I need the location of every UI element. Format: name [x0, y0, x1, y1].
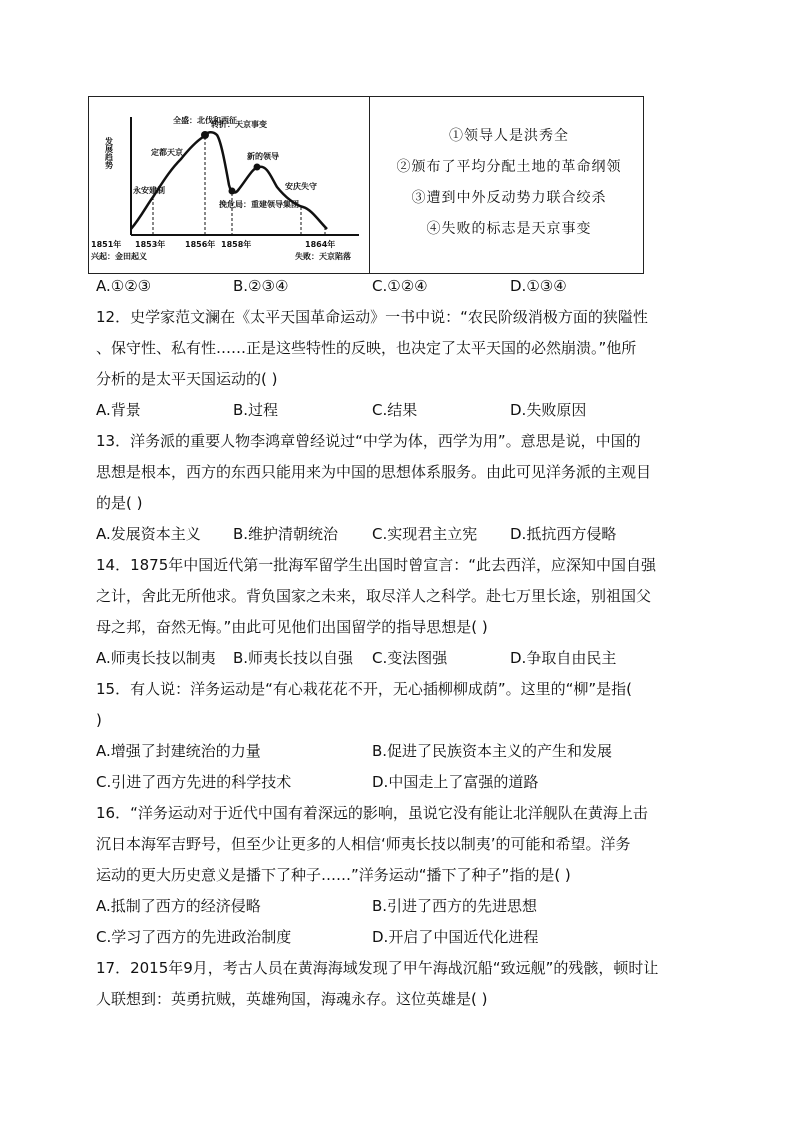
q11-option-a[interactable]: A.①②③ [96, 277, 152, 295]
question-figure [88, 96, 644, 274]
q13-line-2: 思想是根本，西方的东西只能用来为中国的思想体系服务。由此可见洋务派的主观目 [96, 463, 652, 481]
statement-4: ④失败的标志是天京事变 [426, 221, 592, 237]
quansheng-label: 全盛：北伐和西征 [173, 116, 237, 125]
q15-line-1: 15．有人说：洋务运动是“有心栽花花不开，无心插柳柳成荫”。这里的“柳”是指( [96, 680, 633, 698]
xinmiao-label: 新的领导 [247, 152, 279, 161]
q14-line-1: 14．1875年中国近代第一批海军留学生出国时曾宣言：“此去西洋，应深知中国自强 [96, 556, 657, 574]
dingdu-label: 定都天京 [151, 148, 183, 157]
start-event-label: 兴起：金田起义 [91, 252, 147, 261]
q13-option-b[interactable]: B.维护清朝统治 [233, 525, 339, 543]
q11-option-b[interactable]: B.②③④ [233, 277, 289, 295]
q12-option-c[interactable]: C.结果 [372, 401, 418, 419]
q13-option-a[interactable]: A.发展资本主义 [96, 525, 201, 543]
q14-option-d[interactable]: D.争取自由民主 [510, 649, 617, 667]
start-year-label: 1851年 [91, 240, 122, 249]
q16-option-b[interactable]: B.引进了西方的先进思想 [372, 897, 538, 915]
statement-2: ②颁布了平均分配土地的革命纲领 [396, 159, 622, 175]
q16-option-a[interactable]: A.抵制了西方的经济侵略 [96, 897, 261, 915]
q15-option-c[interactable]: C.引进了西方先进的科学技术 [96, 773, 292, 791]
year-1856-label: 1856年 [185, 240, 216, 249]
lingdao-label: 挽危局：重建领导集团 [219, 200, 299, 209]
q11-option-d[interactable]: D.①③④ [510, 277, 567, 295]
statement-3: ③遭到中外反动势力联合绞杀 [411, 190, 607, 206]
q14-line-2: 之计，舍此无所他求。背负国家之未来，取尽洋人之科学。赴七万里长途，别祖国父 [96, 587, 652, 605]
q16-line-3: 运动的更大历史意义是播下了种子……”洋务运动“播下了种子”指的是( ) [96, 866, 571, 884]
q15-option-d[interactable]: D.中国走上了富强的道路 [372, 773, 539, 791]
q12-option-b[interactable]: B.过程 [233, 401, 279, 419]
q16-option-d[interactable]: D.开启了中国近代化进程 [372, 928, 539, 946]
q14-line-3: 母之邦，奋然无悔。”由此可见他们出国留学的指导思想是( ) [96, 618, 488, 636]
q17-line-2: 人联想到：英勇抗贼，英雄殉国，海魂永存。这位英雄是( ) [96, 990, 488, 1008]
q16-option-c[interactable]: C.学习了西方的先进政治制度 [96, 928, 292, 946]
q15-option-a[interactable]: A.增强了封建统治的力量 [96, 742, 261, 760]
q12-line-2: 、保守性、私有性……正是这些特性的反映，也决定了太平天国的必然崩溃。”他所 [96, 339, 637, 357]
q16-line-1: 16．“洋务运动对于近代中国有着深远的影响，虽说它没有能让北洋舰队在黄海上击 [96, 804, 648, 822]
q14-option-c[interactable]: C.变法图强 [372, 649, 448, 667]
trend-chart [89, 97, 369, 273]
rebound-point [254, 164, 261, 171]
q12-option-d[interactable]: D.失败原因 [510, 401, 587, 419]
q17-line-1: 17．2015年9月，考古人员在黄海海域发现了甲午海战沉船“致远舰”的残骸，顿时让 [96, 959, 659, 977]
zhuanzhe-label: 转折：天京事变 [211, 120, 267, 129]
end-year-label: 1864年 [305, 240, 336, 249]
q12-line-1: 12．史学家范文澜在《太平天国革命运动》一书中说：“农民阶级消极方面的狭隘性 [96, 308, 648, 326]
end-event-label: 失败：天京陷落 [295, 252, 351, 261]
q11-option-c[interactable]: C.①②④ [372, 277, 428, 295]
q14-option-a[interactable]: A.师夷长技以制夷 [96, 649, 216, 667]
q12-option-a[interactable]: A.背景 [96, 401, 141, 419]
q16-line-2: 沉日本海军吉野号，但至少让更多的人相信‘师夷长技以制夷’的可能和希望。洋务 [96, 835, 631, 853]
q13-option-d[interactable]: D.抵抗西方侵略 [510, 525, 617, 543]
q13-line-3: 的是( ) [96, 494, 143, 512]
year-1858-label: 1858年 [221, 240, 252, 249]
statement-1: ①领导人是洪秀全 [449, 128, 569, 144]
year-1853-label: 1853年 [135, 240, 166, 249]
yongan-label: 永安建制 [133, 186, 165, 195]
y-axis-label: 发展趋势 [104, 137, 114, 169]
q13-option-c[interactable]: C.实现君主立宪 [372, 525, 478, 543]
q15-option-b[interactable]: B.促进了民族资本主义的产生和发展 [372, 742, 613, 760]
trend-line [131, 132, 327, 229]
q14-option-b[interactable]: B.师夷长技以自强 [233, 649, 354, 667]
q12-line-3: 分析的是太平天国运动的( ) [96, 370, 278, 388]
anqing-label: 安庆失守 [285, 182, 317, 191]
q13-line-1: 13．洋务派的重要人物李鸿章曾经说过“中学为体，西学为用”。意思是说，中国的 [96, 432, 641, 450]
q15-line-2: ) [96, 711, 102, 729]
figure-divider [369, 97, 370, 273]
